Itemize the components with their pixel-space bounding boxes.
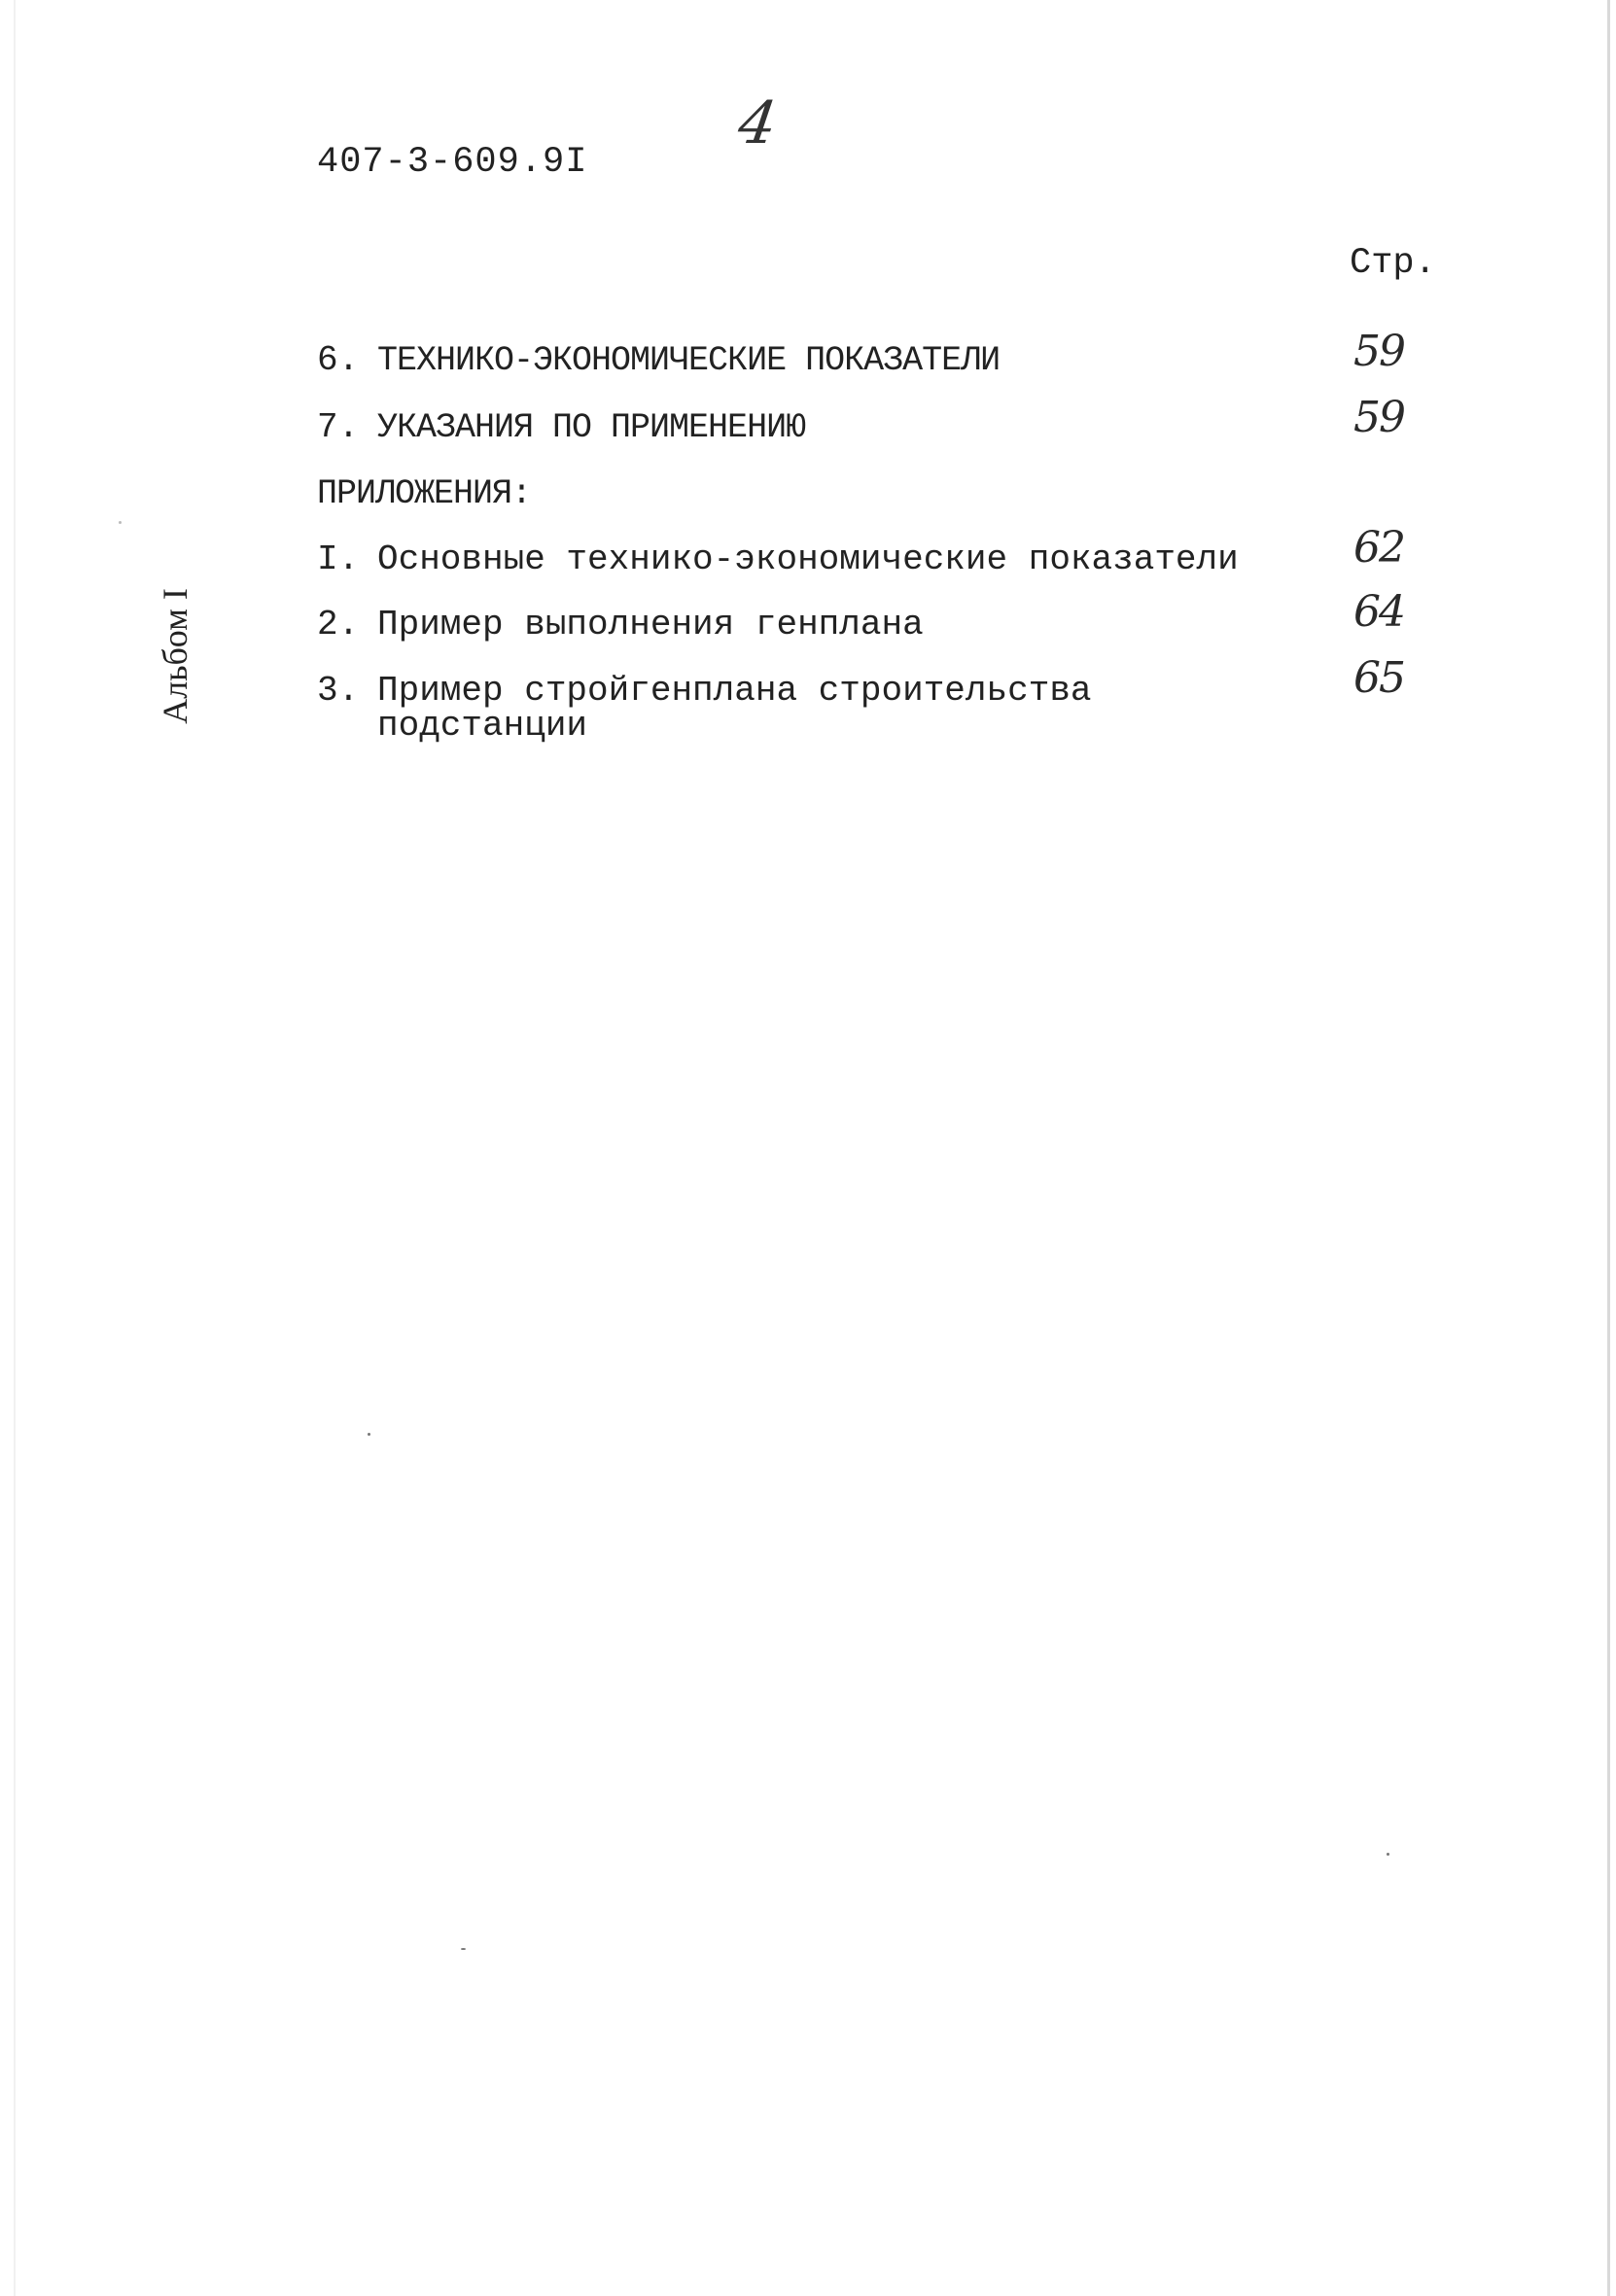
- appendix-item-title: Пример выполнения генплана: [377, 605, 924, 644]
- toc-item-title: УКАЗАНИЯ ПО ПРИМЕНЕНИЮ: [377, 408, 806, 447]
- appendix-item-number: I.: [317, 539, 360, 579]
- appendix-item-page: 65: [1353, 653, 1404, 703]
- appendix-item-number: 2.: [317, 605, 360, 644]
- appendix-item-title: Пример стройгенплана строительства: [377, 671, 1092, 711]
- toc-item-number: 6.: [317, 340, 360, 380]
- page-edge-left: [14, 0, 16, 2296]
- appendix-item-page: 62: [1353, 523, 1404, 573]
- page-edge-right: [1607, 0, 1610, 2296]
- toc-item-7: [317, 409, 805, 446]
- page-number: 4: [734, 89, 782, 157]
- appendix-item-3: [317, 673, 1092, 710]
- appendix-item-number: 3.: [317, 671, 360, 711]
- appendix-item-1: [317, 541, 1239, 578]
- scan-speck: [1387, 1853, 1389, 1856]
- scan-speck: [461, 1948, 466, 1950]
- appendix-item-page: 64: [1353, 587, 1404, 637]
- side-label-text: Альбом I: [156, 588, 194, 724]
- toc-item-6: [317, 342, 1000, 379]
- appendix-item-title-continuation: подстанции: [377, 706, 588, 746]
- appendix-heading: ПРИЛОЖЕНИЯ:: [317, 474, 532, 513]
- toc-item-title: ТЕХНИКО-ЭКОНОМИЧЕСКИЕ ПОКАЗАТЕЛИ: [377, 341, 1001, 380]
- appendix-item-2: [317, 607, 924, 644]
- scan-speck: [368, 1433, 370, 1436]
- toc-item-number: 7.: [317, 407, 360, 447]
- document-code: 407-3-609.9I: [317, 142, 588, 183]
- toc-item-page: 59: [1353, 393, 1404, 442]
- scan-speck: [119, 521, 122, 524]
- toc-item-page: 59: [1353, 327, 1404, 376]
- page-column-label: Стр.: [1350, 243, 1436, 284]
- appendix-item-title: Основные технико-экономические показатели: [377, 539, 1239, 579]
- side-label: [154, 569, 196, 744]
